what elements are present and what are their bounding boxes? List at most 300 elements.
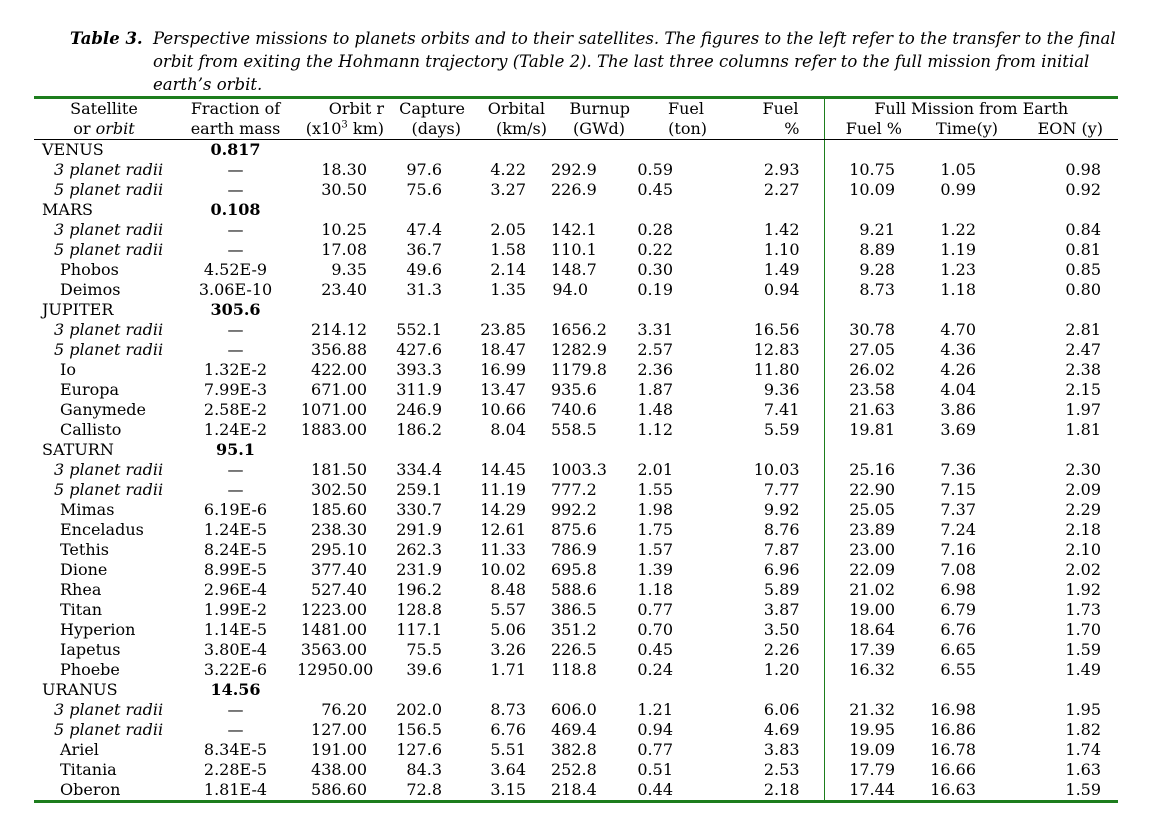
orbit-radius-cell: 671.00 — [311, 380, 367, 399]
burnup-cell — [551, 140, 631, 161]
earth-mass-fraction: 8.24E-5 — [203, 540, 268, 559]
full-time-cell: 16.78 — [930, 740, 976, 759]
header-or: or — [73, 119, 96, 138]
capture-days-cell: 127.6 — [396, 740, 442, 759]
capture-days-cell: 231.9 — [396, 560, 442, 579]
orbital-speed-cell: 8.48 — [490, 580, 526, 599]
burnup-cell: 992.2 — [551, 500, 597, 519]
earth-mass-fraction: 0.817 — [210, 140, 261, 159]
earth-mass-fraction: — — [227, 480, 244, 499]
full-time-cell: 6.76 — [940, 620, 976, 639]
full-time-cell: 4.26 — [940, 360, 976, 379]
full-fuel-pct-cell: 19.00 — [824, 600, 910, 620]
header-row-2 — [34, 119, 1118, 140]
full-fuel-pct-cell: 19.95 — [824, 720, 910, 740]
full-time-cell: 6.65 — [940, 640, 976, 659]
orbit-name: 3 planet radii — [54, 320, 164, 339]
header-capture: Capture — [387, 98, 467, 120]
fuel-ton-cell — [631, 140, 712, 161]
burnup-cell: 1656.2 — [551, 320, 607, 339]
table-row — [34, 480, 1118, 500]
capture-days-cell: 202.0 — [396, 700, 442, 719]
fuel-pct-cell: 2.27 — [763, 180, 800, 199]
satellite-name: Titania — [60, 760, 117, 779]
burnup-cell — [551, 200, 631, 220]
planet-row — [34, 300, 1118, 320]
fuel-pct-cell — [712, 440, 824, 460]
full-eon-cell: 0.84 — [1065, 220, 1102, 239]
satellite-name: Titan — [60, 600, 103, 619]
orbit-radius-cell: 586.60 — [297, 780, 387, 802]
burnup-cell: 588.6 — [551, 580, 597, 599]
header-capture-units: (days) — [387, 119, 467, 140]
earth-mass-fraction: — — [227, 180, 244, 199]
capture-days-cell — [387, 680, 467, 700]
fuel-pct-cell: 6.96 — [763, 560, 800, 579]
orbit-radius-cell: 527.40 — [311, 580, 367, 599]
fuel-pct-cell — [712, 200, 824, 220]
earth-mass-fraction: — — [227, 320, 244, 339]
orbital-speed-cell: 18.47 — [480, 340, 526, 359]
orbital-speed-cell: 13.47 — [480, 380, 526, 399]
fuel-ton-cell: 0.28 — [637, 220, 673, 239]
earth-mass-fraction: 1.81E-4 — [174, 780, 297, 802]
table-row — [34, 380, 1118, 400]
table-row — [34, 700, 1118, 720]
header-fuel: Fuel — [631, 98, 712, 120]
full-fuel-pct-cell: 17.44 — [824, 780, 910, 802]
planet-name: VENUS — [42, 140, 104, 159]
missions-table — [34, 96, 1118, 803]
full-time-cell — [910, 140, 1006, 161]
header-orbit-word: orbit — [95, 119, 135, 138]
orbit-name: 3 planet radii — [54, 160, 164, 179]
orbital-speed-cell: 14.29 — [480, 500, 526, 519]
full-eon-cell: 2.18 — [1065, 520, 1102, 539]
table-row — [34, 180, 1118, 200]
table-row — [34, 400, 1118, 420]
header-orbit-units-sup: 3 — [341, 119, 348, 131]
full-fuel-pct-cell: 17.39 — [824, 640, 910, 660]
full-eon-cell: 1.63 — [1065, 760, 1102, 779]
full-eon-cell: 0.85 — [1065, 260, 1102, 279]
header-fm-eon: EON (y) — [1006, 119, 1118, 140]
full-eon-cell — [1006, 680, 1118, 700]
full-time-cell: 4.70 — [940, 320, 976, 339]
full-time-cell: 6.55 — [940, 660, 976, 679]
table-row — [34, 620, 1118, 640]
capture-days-cell: 291.9 — [396, 520, 442, 539]
orbital-speed-cell — [467, 680, 551, 700]
full-fuel-pct-cell — [824, 140, 910, 161]
burnup-cell: 386.5 — [551, 600, 597, 619]
full-eon-cell: 2.38 — [1065, 360, 1102, 379]
planet-row — [34, 140, 1118, 161]
full-time-cell: 6.98 — [940, 580, 976, 599]
full-eon-cell: 1.59 — [1065, 640, 1102, 659]
burnup-cell: 875.6 — [551, 520, 597, 539]
full-fuel-pct-cell: 16.32 — [824, 660, 910, 680]
table-body — [34, 140, 1118, 802]
full-eon-cell: 2.81 — [1065, 320, 1102, 339]
burnup-cell: 777.2 — [551, 480, 597, 499]
capture-days-cell: 84.3 — [406, 760, 442, 779]
table-row — [34, 460, 1118, 480]
orbital-speed-cell: 3.64 — [490, 760, 526, 779]
satellite-name: Phoebe — [60, 660, 120, 679]
orbit-radius-cell — [297, 680, 387, 700]
fuel-pct-cell: 12.83 — [753, 340, 800, 359]
burnup-cell: 110.1 — [551, 240, 597, 259]
burnup-cell: 218.4 — [551, 780, 631, 802]
table-row — [34, 260, 1118, 280]
fuel-ton-cell: 0.77 — [637, 740, 673, 759]
earth-mass-fraction: 2.28E-5 — [203, 760, 268, 779]
orbital-speed-cell: 6.76 — [490, 720, 526, 739]
burnup-cell: 1282.9 — [551, 340, 607, 359]
table-row — [34, 740, 1118, 760]
earth-mass-fraction: — — [227, 720, 244, 739]
satellite-name: Deimos — [60, 280, 121, 299]
full-fuel-pct-cell: 8.73 — [824, 280, 910, 300]
burnup-cell: 142.1 — [551, 220, 597, 239]
full-eon-cell: 2.29 — [1065, 500, 1102, 519]
fuel-pct-cell: 2.18 — [712, 780, 824, 802]
full-fuel-pct-cell: 25.05 — [824, 500, 910, 520]
capture-days-cell: 39.6 — [406, 660, 442, 679]
burnup-cell: 469.4 — [551, 720, 597, 739]
fuel-pct-cell — [712, 680, 824, 700]
satellite-name: Dione — [60, 560, 108, 579]
header-burnup-units: (GWd) — [551, 119, 631, 140]
capture-days-cell: 552.1 — [396, 320, 442, 339]
fuel-pct-cell: 5.89 — [763, 580, 800, 599]
fuel-ton-cell — [631, 200, 712, 220]
satellite-name: Rhea — [60, 580, 102, 599]
capture-days-cell: 75.6 — [406, 180, 442, 199]
capture-days-cell — [387, 200, 467, 220]
full-eon-cell: 2.10 — [1065, 540, 1102, 559]
capture-days-cell — [387, 300, 467, 320]
orbit-radius-cell: 17.08 — [321, 240, 367, 259]
capture-days-cell: 75.5 — [406, 640, 442, 659]
orbit-name: 5 planet radii — [54, 720, 164, 739]
full-eon-cell: 0.80 — [1065, 280, 1102, 299]
full-eon-cell: 2.02 — [1065, 560, 1102, 579]
full-fuel-pct-cell: 9.28 — [824, 260, 910, 280]
full-eon-cell — [1006, 140, 1118, 161]
fuel-ton-cell: 0.19 — [637, 280, 673, 299]
table-row — [34, 640, 1118, 660]
capture-days-cell: 311.9 — [396, 380, 442, 399]
orbit-radius-cell: 302.50 — [311, 480, 367, 499]
full-fuel-pct-cell: 23.00 — [824, 540, 910, 560]
orbital-speed-cell: 10.02 — [480, 560, 526, 579]
full-eon-cell: 2.09 — [1065, 480, 1102, 499]
full-fuel-pct-cell: 10.09 — [824, 180, 910, 200]
full-time-cell: 7.15 — [940, 480, 976, 499]
planet-name: SATURN — [42, 440, 114, 459]
header-orbital-units: (km/s) — [467, 119, 551, 140]
orbital-speed-cell: 14.45 — [480, 460, 526, 479]
full-fuel-pct-cell: 22.09 — [824, 560, 910, 580]
orbit-radius-cell: 1071.00 — [300, 400, 367, 419]
fuel-ton-cell: 1.39 — [637, 560, 673, 579]
fuel-ton-cell: 1.57 — [637, 540, 673, 559]
full-eon-cell: 1.49 — [1065, 660, 1102, 679]
full-fuel-pct-cell: 30.78 — [824, 320, 910, 340]
satellite-name: Callisto — [60, 420, 122, 439]
full-time-cell: 7.24 — [940, 520, 976, 539]
satellite-name: Phobos — [60, 260, 119, 279]
full-fuel-pct-cell: 9.21 — [824, 220, 910, 240]
capture-days-cell: 49.6 — [406, 260, 442, 279]
orbit-radius-cell — [297, 300, 387, 320]
orbit-radius-cell: 185.60 — [311, 500, 367, 519]
capture-days-cell: 36.7 — [406, 240, 442, 259]
capture-days-cell: 427.6 — [396, 340, 442, 359]
capture-days-cell: 334.4 — [396, 460, 442, 479]
orbital-speed-cell: 12.61 — [480, 520, 526, 539]
orbit-radius-cell: 238.30 — [311, 520, 367, 539]
full-fuel-pct-cell: 21.02 — [824, 580, 910, 600]
full-fuel-pct-cell — [824, 300, 910, 320]
orbital-speed-cell — [467, 440, 551, 460]
full-fuel-pct-cell — [824, 440, 910, 460]
burnup-cell: 148.7 — [551, 260, 597, 279]
header-or-orbit — [34, 119, 174, 140]
orbit-radius-cell — [297, 140, 387, 161]
fuel-pct-cell: 9.36 — [763, 380, 800, 399]
orbital-speed-cell: 5.06 — [490, 620, 526, 639]
orbit-radius-cell: 438.00 — [311, 760, 367, 779]
full-time-cell: 16.98 — [930, 700, 976, 719]
fuel-ton-cell: 0.22 — [637, 240, 673, 259]
capture-days-cell: 262.3 — [396, 540, 442, 559]
fuel-ton-cell: 2.57 — [637, 340, 673, 359]
caption-label: Table 3. — [70, 29, 143, 48]
burnup-cell: 740.6 — [551, 400, 597, 419]
table-row — [34, 760, 1118, 780]
burnup-cell — [551, 440, 631, 460]
full-eon-cell — [1006, 440, 1118, 460]
orbit-name: 5 planet radii — [54, 180, 164, 199]
orbital-speed-cell: 2.14 — [490, 260, 526, 279]
fuel-pct-cell: 3.50 — [763, 620, 800, 639]
satellite-name: Hyperion — [60, 620, 136, 639]
orbit-radius-cell — [297, 440, 387, 460]
orbit-radius-cell: 9.35 — [331, 260, 367, 279]
orbit-radius-cell: 1481.00 — [300, 620, 367, 639]
header-fuel-units: (ton) — [631, 119, 712, 140]
full-time-cell: 7.37 — [940, 500, 976, 519]
header-satellite: Satellite — [34, 98, 174, 120]
fuel-ton-cell: 0.24 — [637, 660, 673, 679]
orbital-speed-cell: 8.73 — [490, 700, 526, 719]
burnup-cell — [551, 680, 631, 700]
fuel-ton-cell: 2.36 — [637, 360, 673, 379]
table-row — [34, 220, 1118, 240]
fuel-ton-cell — [631, 300, 712, 320]
orbital-speed-cell: 23.85 — [480, 320, 526, 339]
header-orbit-units — [297, 119, 387, 140]
full-eon-cell: 1.70 — [1065, 620, 1102, 639]
full-time-cell — [910, 300, 1006, 320]
satellite-name: Enceladus — [60, 520, 144, 539]
full-eon-cell: 1.82 — [1065, 720, 1102, 739]
fuel-ton-cell: 0.51 — [637, 760, 673, 779]
earth-mass-fraction: 305.6 — [210, 300, 261, 319]
header-orbit: Orbit r — [297, 98, 387, 120]
full-time-cell: 7.16 — [940, 540, 976, 559]
planet-row — [34, 200, 1118, 220]
burnup-cell: 292.9 — [551, 160, 597, 179]
satellite-name: Oberon — [34, 780, 174, 802]
fuel-pct-cell: 2.53 — [763, 760, 800, 779]
fuel-pct-cell: 0.94 — [763, 280, 800, 299]
fuel-pct-cell: 10.03 — [753, 460, 800, 479]
fuel-ton-cell: 0.70 — [637, 620, 673, 639]
burnup-cell: 695.8 — [551, 560, 597, 579]
planet-name: MARS — [42, 200, 93, 219]
orbit-name: 3 planet radii — [54, 220, 164, 239]
fuel-ton-cell: 1.18 — [637, 580, 673, 599]
fuel-pct-cell: 2.93 — [763, 160, 800, 179]
capture-days-cell: 128.8 — [396, 600, 442, 619]
earth-mass-fraction: 3.80E-4 — [203, 640, 268, 659]
orbit-radius-cell: 10.25 — [321, 220, 367, 239]
fuel-pct-cell: 6.06 — [763, 700, 800, 719]
table-row — [34, 560, 1118, 580]
full-fuel-pct-cell: 21.63 — [824, 400, 910, 420]
burnup-cell: 252.8 — [551, 760, 597, 779]
earth-mass-fraction: 14.56 — [210, 680, 261, 699]
satellite-name: Iapetus — [60, 640, 121, 659]
fuel-pct-cell: 1.10 — [763, 240, 800, 259]
orbital-speed-cell: 8.04 — [490, 420, 526, 439]
orbit-radius-cell: 12950.00 — [297, 660, 374, 679]
fuel-ton-cell: 2.01 — [637, 460, 673, 479]
fuel-ton-cell: 0.59 — [637, 160, 673, 179]
orbital-speed-cell: 3.27 — [490, 180, 526, 199]
full-fuel-pct-cell: 18.64 — [824, 620, 910, 640]
earth-mass-fraction: — — [227, 700, 244, 719]
orbital-speed-cell: 10.66 — [480, 400, 526, 419]
orbit-radius-cell: 295.10 — [311, 540, 367, 559]
full-fuel-pct-cell: 23.58 — [824, 380, 910, 400]
table-row — [34, 320, 1118, 340]
earth-mass-fraction: 1.14E-5 — [203, 620, 268, 639]
burnup-cell — [551, 300, 631, 320]
orbital-speed-cell — [467, 300, 551, 320]
caption-text: Perspective missions to planets orbits and to their satellites. The figures to the left refer to the transfer to the final orbit from exiting the Hohmann trajectory (Table 2). The last three columns refer to the full mission from initial earth’s orbit. — [153, 29, 1116, 94]
orbit-radius-cell: 76.20 — [321, 700, 367, 719]
fuel-pct-cell — [712, 140, 824, 161]
earth-mass-fraction: 3.22E-6 — [203, 660, 268, 679]
full-time-cell: 1.19 — [940, 240, 976, 259]
orbit-radius-cell: 181.50 — [311, 460, 367, 479]
satellite-name: Tethis — [60, 540, 109, 559]
table-row — [34, 420, 1118, 440]
orbital-speed-cell: 1.71 — [490, 660, 526, 679]
orbit-radius-cell — [297, 200, 387, 220]
orbit-radius-cell: 422.00 — [311, 360, 367, 379]
fuel-pct-cell — [712, 300, 824, 320]
header-fuel-pct: Fuel — [712, 98, 824, 120]
full-fuel-pct-cell: 8.89 — [824, 240, 910, 260]
earth-mass-fraction: — — [227, 160, 244, 179]
earth-mass-fraction: — — [227, 240, 244, 259]
burnup-cell: 558.5 — [551, 420, 597, 439]
table-row — [34, 660, 1118, 680]
earth-mass-fraction: 1.24E-5 — [203, 520, 268, 539]
full-eon-cell: 2.15 — [1065, 380, 1102, 399]
header-orbital: Orbital — [467, 98, 551, 120]
orbit-radius-cell: 30.50 — [321, 180, 367, 199]
full-fuel-pct-cell: 23.89 — [824, 520, 910, 540]
earth-mass-fraction: — — [227, 460, 244, 479]
earth-mass-fraction: 1.32E-2 — [203, 360, 268, 379]
full-eon-cell: 2.30 — [1065, 460, 1102, 479]
earth-mass-fraction: — — [227, 340, 244, 359]
burnup-cell: 94.0 — [552, 280, 588, 299]
table-row — [34, 340, 1118, 360]
fuel-ton-cell: 0.77 — [637, 600, 673, 619]
full-fuel-pct-cell: 17.79 — [824, 760, 910, 780]
header-fm-fuel: Fuel % — [824, 119, 910, 140]
fuel-pct-cell: 7.41 — [763, 400, 800, 419]
earth-mass-fraction: — — [227, 220, 244, 239]
fuel-pct-cell: 7.87 — [763, 540, 800, 559]
capture-days-cell: 156.5 — [396, 720, 442, 739]
earth-mass-fraction: 0.108 — [210, 200, 261, 219]
table-row — [34, 780, 1118, 802]
table-row — [34, 240, 1118, 260]
orbital-speed-cell: 5.57 — [490, 600, 526, 619]
orbit-radius-cell: 1223.00 — [300, 600, 367, 619]
orbital-speed-cell: 3.26 — [490, 640, 526, 659]
burnup-cell: 351.2 — [551, 620, 597, 639]
burnup-cell: 226.5 — [551, 640, 597, 659]
fuel-ton-cell: 0.94 — [637, 720, 673, 739]
orbit-radius-cell: 214.12 — [311, 320, 367, 339]
earth-mass-fraction: 8.99E-5 — [203, 560, 268, 579]
fuel-ton-cell: 1.87 — [637, 380, 673, 399]
full-time-cell: 16.86 — [930, 720, 976, 739]
header-row-1 — [34, 98, 1118, 120]
orbit-radius-cell: 18.30 — [321, 160, 367, 179]
capture-days-cell: 47.4 — [406, 220, 442, 239]
full-eon-cell: 1.59 — [1006, 780, 1118, 802]
earth-mass-fraction: 1.99E-2 — [203, 600, 268, 619]
header-fm-time: Time(y) — [910, 119, 1006, 140]
full-fuel-pct-cell: 22.90 — [824, 480, 910, 500]
fuel-pct-cell: 3.87 — [763, 600, 800, 619]
capture-days-cell: 246.9 — [396, 400, 442, 419]
orbital-speed-cell — [467, 140, 551, 161]
burnup-cell: 1179.8 — [551, 360, 607, 379]
burnup-cell: 606.0 — [551, 700, 597, 719]
full-fuel-pct-cell: 21.32 — [824, 700, 910, 720]
planet-name: URANUS — [42, 680, 118, 699]
fuel-pct-cell: 1.49 — [763, 260, 800, 279]
earth-mass-fraction: 4.52E-9 — [203, 260, 268, 279]
capture-days-cell: 186.2 — [396, 420, 442, 439]
header-fraction: Fraction of — [174, 98, 297, 120]
table-row — [34, 600, 1118, 620]
fuel-pct-cell: 1.42 — [763, 220, 800, 239]
capture-days-cell: 393.3 — [396, 360, 442, 379]
